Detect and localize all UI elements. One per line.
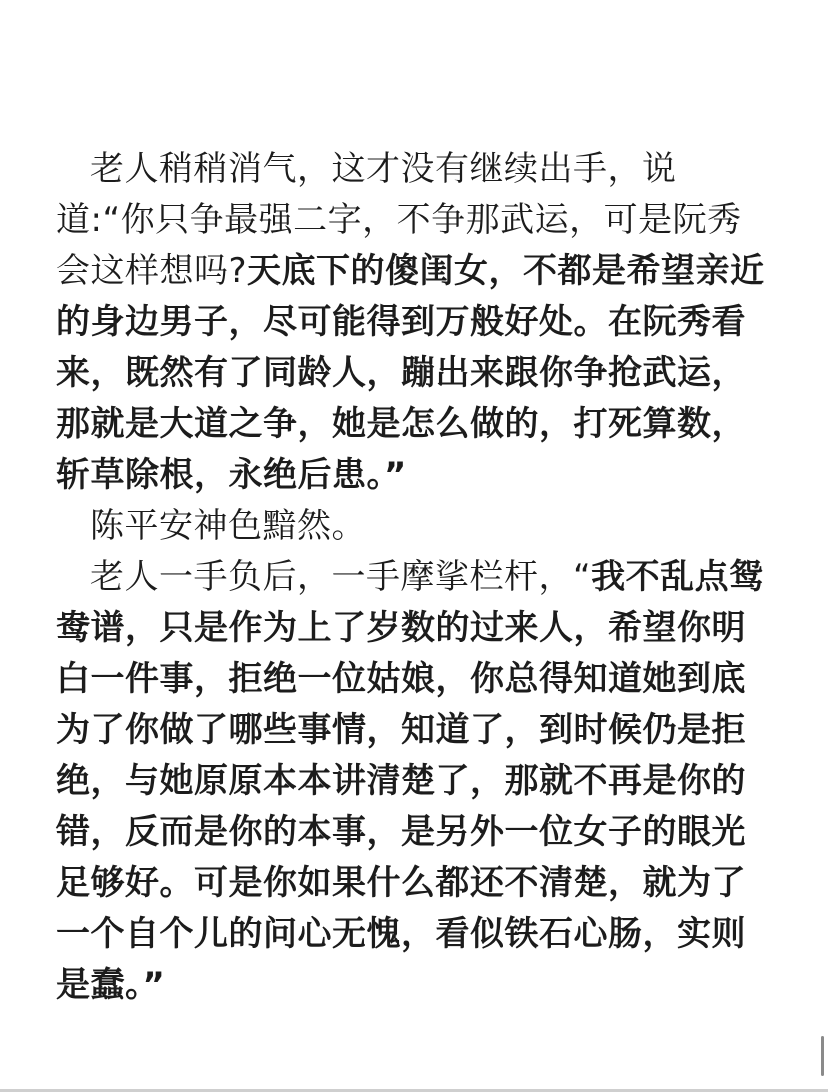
scrollbar[interactable]: [821, 1036, 824, 1076]
paragraph-1-bold-text: 天底下的傻闺女，不都是希望亲近的身边男子，尽可能得到万般好处。在阮秀看来，既然有了同龄人，蹦出来跟你争抢武运，那就是大道之争，她是怎么做的，打死算数，斩草除根，永绝后患。”: [56, 251, 765, 495]
paragraph-2-text: 陈平安神色黯然。: [90, 506, 366, 546]
paragraph-2: [56, 501, 772, 552]
paragraph-3-text: 老人一手负后，一手摩挲栏杆，“: [90, 557, 592, 597]
text-content: [56, 144, 772, 1011]
paragraph-1-text: 老人稍稍消气，这才没有继续出手，说道:“你只争最强二字，不争那武运，可是阮秀会这样想吗?: [56, 149, 742, 291]
paragraph-3: [56, 552, 772, 1011]
paragraph-3-bold-text: 我不乱点鸳鸯谱，只是作为上了岁数的过来人，希望你明白一件事，拒绝一位姑娘，你总得知道她到底为了你做了哪些事情，知道了，到时候仍是拒绝，与她原原本本讲清楚了，那就不再是你的错，反而是你的本事，是另外一位女子的眼光足够好。可是你如果什么都还不清楚，就为了一个自个儿的问心无愧，看似铁石心肠，实则是蠢。”: [56, 557, 764, 1005]
paragraph-1: [56, 144, 772, 501]
